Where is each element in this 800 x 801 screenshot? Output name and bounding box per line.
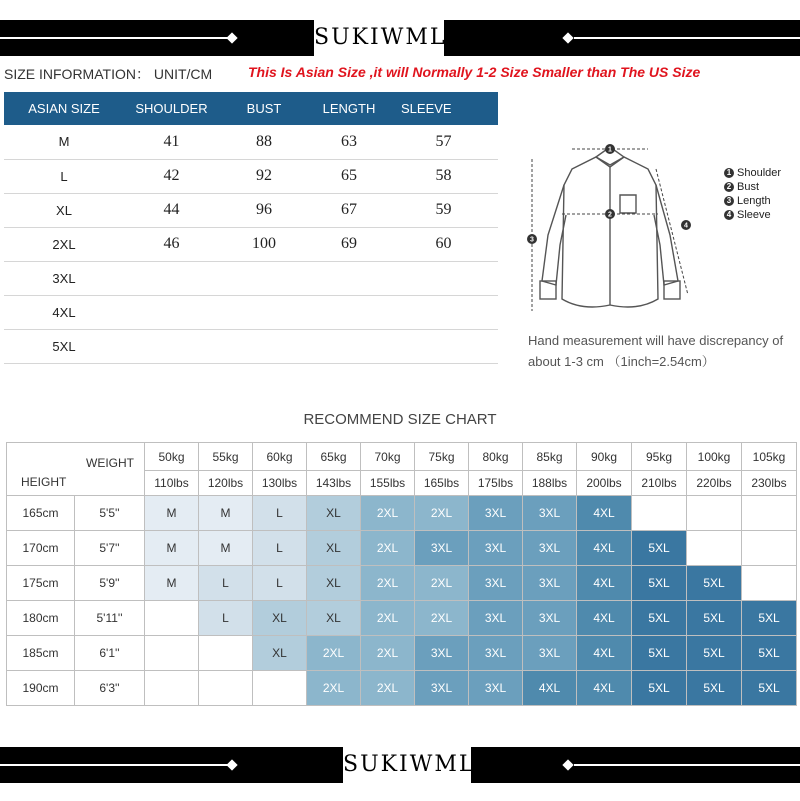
recommended-size-cell [145, 636, 199, 671]
size-cell: XL [4, 193, 124, 227]
recommended-size-cell: M [199, 496, 253, 531]
weight-label: WEIGHT [86, 456, 134, 470]
measurement-cell [389, 295, 498, 329]
measurement-cell: 65 [309, 159, 389, 193]
recommended-size-cell [145, 601, 199, 636]
recommended-size-cell: 5XL [687, 601, 742, 636]
diagram-legend [724, 166, 781, 222]
recommended-size-cell: 2XL [415, 601, 469, 636]
recommended-size-cell: 3XL [469, 566, 523, 601]
measurement-row [4, 295, 498, 329]
recommended-size-cell: 3XL [415, 636, 469, 671]
recommended-size-cell: 2XL [361, 671, 415, 706]
recommended-size-cell: 4XL [577, 601, 632, 636]
measurement-cell: 42 [124, 159, 219, 193]
legend-label: Shoulder [737, 167, 782, 179]
weight-lbs-cell: 120lbs [199, 471, 253, 496]
recommended-size-cell [687, 531, 742, 566]
measurement-header-row [4, 92, 498, 125]
recommended-size-cell: 5XL [742, 636, 797, 671]
measurement-cell: 88 [219, 125, 309, 159]
height-cm-cell: 170cm [7, 531, 75, 566]
recommended-size-cell: 2XL [361, 496, 415, 531]
height-ft-cell: 5'9'' [75, 566, 145, 601]
banner-line-right [574, 764, 800, 766]
weight-kg-cell: 100kg [687, 443, 742, 471]
weight-kg-cell: 50kg [145, 443, 199, 471]
height-cm-cell: 175cm [7, 566, 75, 601]
height-row [7, 636, 797, 671]
measurement-cell [219, 329, 309, 363]
recommended-size-cell: L [253, 496, 307, 531]
shirt-measurement-diagram [520, 135, 800, 325]
weight-kg-cell: 105kg [742, 443, 797, 471]
measurement-row [4, 193, 498, 227]
recommended-size-cell: 5XL [632, 601, 687, 636]
height-row [7, 496, 797, 531]
recommended-size-cell: 2XL [307, 671, 361, 706]
size-cell: 5XL [4, 329, 124, 363]
weight-height-corner [7, 443, 145, 496]
recommended-size-cell: M [199, 531, 253, 566]
recommended-size-cell [199, 636, 253, 671]
legend-marker: 2 [724, 182, 734, 192]
weight-lbs-cell: 188lbs [523, 471, 577, 496]
measurement-cell [389, 261, 498, 295]
banner-line-left [0, 37, 232, 39]
recommended-size-cell: 4XL [577, 531, 632, 566]
col-header-sleeve: SLEEVE [389, 92, 498, 125]
legend-label: Bust [737, 181, 760, 193]
recommended-size-cell: 5XL [742, 671, 797, 706]
recommended-size-cell: 3XL [523, 496, 577, 531]
measurement-cell: 41 [124, 125, 219, 159]
top-brand-banner [0, 20, 800, 56]
legend-marker: 3 [724, 196, 734, 206]
recommended-size-cell: M [145, 496, 199, 531]
legend-item-bust [724, 180, 781, 194]
measurement-cell [389, 329, 498, 363]
recommended-size-cell: L [253, 531, 307, 566]
recommended-size-cell: 3XL [469, 601, 523, 636]
measurement-cell: 63 [309, 125, 389, 159]
measurement-cell [309, 261, 389, 295]
weight-kg-cell: 80kg [469, 443, 523, 471]
recommended-size-cell: XL [307, 566, 361, 601]
recommended-size-cell: 5XL [742, 601, 797, 636]
recommended-size-cell: 3XL [523, 566, 577, 601]
col-header-shoulder: SHOULDER [124, 92, 219, 125]
height-ft-cell: 5'5'' [75, 496, 145, 531]
recommended-size-cell: 5XL [632, 671, 687, 706]
weight-lbs-cell: 130lbs [253, 471, 307, 496]
legend-label: Sleeve [737, 209, 771, 221]
measurement-cell: 69 [309, 227, 389, 261]
recommended-size-cell: 4XL [577, 496, 632, 531]
measurement-cell: 96 [219, 193, 309, 227]
measurement-cell [219, 295, 309, 329]
brand-logo: SUKIWML [314, 20, 444, 56]
recommend-size-chart-title: RECOMMEND SIZE CHART [303, 411, 497, 428]
height-ft-cell: 6'3'' [75, 671, 145, 706]
recommended-size-cell [742, 496, 797, 531]
measurement-cell [309, 329, 389, 363]
asian-size-warning: This Is Asian Size ,it will Normally 1-2 Size Smaller than The US Size [248, 64, 701, 80]
legend-item-length [724, 194, 781, 208]
height-ft-cell: 6'1'' [75, 636, 145, 671]
measurement-cell: 46 [124, 227, 219, 261]
size-information-label: SIZE INFORMATION： UNIT/CM [4, 66, 213, 82]
recommended-size-cell: 2XL [415, 496, 469, 531]
recommended-size-cell: 2XL [361, 601, 415, 636]
measurement-cell [219, 261, 309, 295]
recommended-size-cell: 2XL [361, 636, 415, 671]
banner-diamond-right [562, 32, 573, 43]
recommended-size-cell: 3XL [469, 671, 523, 706]
size-cell: 4XL [4, 295, 124, 329]
weight-kg-cell: 95kg [632, 443, 687, 471]
recommended-size-cell [253, 671, 307, 706]
marker-4: 4 [684, 222, 688, 230]
measurement-cell: 67 [309, 193, 389, 227]
col-header-bust: BUST [219, 92, 309, 125]
recommended-size-cell: L [199, 566, 253, 601]
recommended-size-cell: 5XL [687, 566, 742, 601]
marker-2: 2 [608, 211, 612, 219]
weight-kg-cell: 90kg [577, 443, 632, 471]
recommended-size-cell: 5XL [632, 636, 687, 671]
measurement-cell: 58 [389, 159, 498, 193]
legend-item-shoulder [724, 166, 781, 180]
height-ft-cell: 5'11'' [75, 601, 145, 636]
measurement-cell: 100 [219, 227, 309, 261]
recommended-size-cell: XL [253, 601, 307, 636]
recommended-size-cell: 2XL [361, 531, 415, 566]
recommended-size-cell: M [145, 531, 199, 566]
col-header-length: LENGTH [309, 92, 389, 125]
height-cm-cell: 180cm [7, 601, 75, 636]
recommended-size-cell [632, 496, 687, 531]
weight-lbs-cell: 110lbs [145, 471, 199, 496]
recommended-size-cell: XL [253, 636, 307, 671]
legend-item-sleeve [724, 208, 781, 222]
measurement-table [4, 92, 498, 364]
recommended-size-cell: L [199, 601, 253, 636]
recommend-size-table [6, 442, 797, 706]
recommended-size-cell: 4XL [577, 566, 632, 601]
recommended-size-cell [687, 496, 742, 531]
weight-lbs-cell: 220lbs [687, 471, 742, 496]
weight-lbs-cell: 155lbs [361, 471, 415, 496]
measurement-row [4, 261, 498, 295]
recommended-size-cell: 5XL [632, 531, 687, 566]
height-row [7, 601, 797, 636]
measurement-cell: 92 [219, 159, 309, 193]
height-row [7, 531, 797, 566]
legend-marker: 1 [724, 168, 734, 178]
measurement-row [4, 227, 498, 261]
banner-diamond-left [226, 759, 237, 770]
recommended-size-cell: M [145, 566, 199, 601]
recommended-size-cell [199, 671, 253, 706]
recommended-size-cell: 3XL [523, 531, 577, 566]
legend-marker: 4 [724, 210, 734, 220]
recommended-size-cell: 4XL [523, 671, 577, 706]
recommended-size-cell: XL [307, 601, 361, 636]
recommended-size-cell: 5XL [632, 566, 687, 601]
recommended-size-cell: 3XL [469, 636, 523, 671]
recommended-size-cell: XL [307, 531, 361, 566]
weight-kg-cell: 75kg [415, 443, 469, 471]
recommended-size-cell [742, 531, 797, 566]
height-ft-cell: 5'7'' [75, 531, 145, 566]
height-cm-cell: 190cm [7, 671, 75, 706]
recommended-size-cell: 3XL [469, 531, 523, 566]
measurement-cell [124, 261, 219, 295]
recommended-size-cell: 3XL [523, 601, 577, 636]
weight-lbs-cell: 143lbs [307, 471, 361, 496]
recommended-size-cell: 3XL [523, 636, 577, 671]
weight-lbs-cell: 175lbs [469, 471, 523, 496]
measurement-row [4, 159, 498, 193]
recommended-size-cell: 2XL [307, 636, 361, 671]
weight-kg-cell: 60kg [253, 443, 307, 471]
height-row [7, 566, 797, 601]
size-cell: M [4, 125, 124, 159]
height-cm-cell: 185cm [7, 636, 75, 671]
height-label: HEIGHT [21, 475, 67, 489]
size-cell: 2XL [4, 227, 124, 261]
recommended-size-cell: 4XL [577, 636, 632, 671]
marker-3: 3 [530, 236, 534, 244]
measurement-cell [124, 295, 219, 329]
col-header-asian-size: ASIAN SIZE [4, 92, 124, 125]
measurement-cell: 59 [389, 193, 498, 227]
recommended-size-cell: 3XL [469, 496, 523, 531]
measurement-cell: 60 [389, 227, 498, 261]
weight-lbs-cell: 165lbs [415, 471, 469, 496]
measurement-row [4, 125, 498, 159]
banner-diamond-right [562, 759, 573, 770]
recommended-size-cell: XL [307, 496, 361, 531]
measurement-discrepancy-note: Hand measurement will have discrepancy of about 1-3 cm （1inch=2.54cm） [528, 333, 784, 369]
weight-lbs-cell: 200lbs [577, 471, 632, 496]
measurement-cell [124, 329, 219, 363]
measurement-cell [309, 295, 389, 329]
recommended-size-cell [145, 671, 199, 706]
measurement-cell: 44 [124, 193, 219, 227]
banner-diamond-left [226, 32, 237, 43]
weight-kg-cell: 55kg [199, 443, 253, 471]
weight-lbs-cell: 210lbs [632, 471, 687, 496]
height-cm-cell: 165cm [7, 496, 75, 531]
banner-line-left [0, 764, 232, 766]
banner-line-right [574, 37, 800, 39]
size-cell: 3XL [4, 261, 124, 295]
recommended-size-cell: 5XL [687, 636, 742, 671]
recommended-size-cell: 2XL [361, 566, 415, 601]
recommended-size-cell: 3XL [415, 531, 469, 566]
bottom-brand-banner [0, 747, 800, 783]
height-row [7, 671, 797, 706]
recommended-size-cell: 2XL [415, 566, 469, 601]
recommended-size-cell: L [253, 566, 307, 601]
weight-kg-cell: 70kg [361, 443, 415, 471]
size-cell: L [4, 159, 124, 193]
brand-logo: SUKIWML [343, 747, 471, 783]
recommended-size-cell [742, 566, 797, 601]
marker-1: 1 [608, 146, 612, 154]
recommended-size-cell: 4XL [577, 671, 632, 706]
measurement-row [4, 329, 498, 363]
weight-lbs-cell: 230lbs [742, 471, 797, 496]
weight-kg-cell: 85kg [523, 443, 577, 471]
recommended-size-cell: 3XL [415, 671, 469, 706]
weight-kg-cell: 65kg [307, 443, 361, 471]
weight-kg-row [7, 443, 797, 471]
recommended-size-cell: 5XL [687, 671, 742, 706]
measurement-cell: 57 [389, 125, 498, 159]
legend-label: Length [737, 195, 771, 207]
